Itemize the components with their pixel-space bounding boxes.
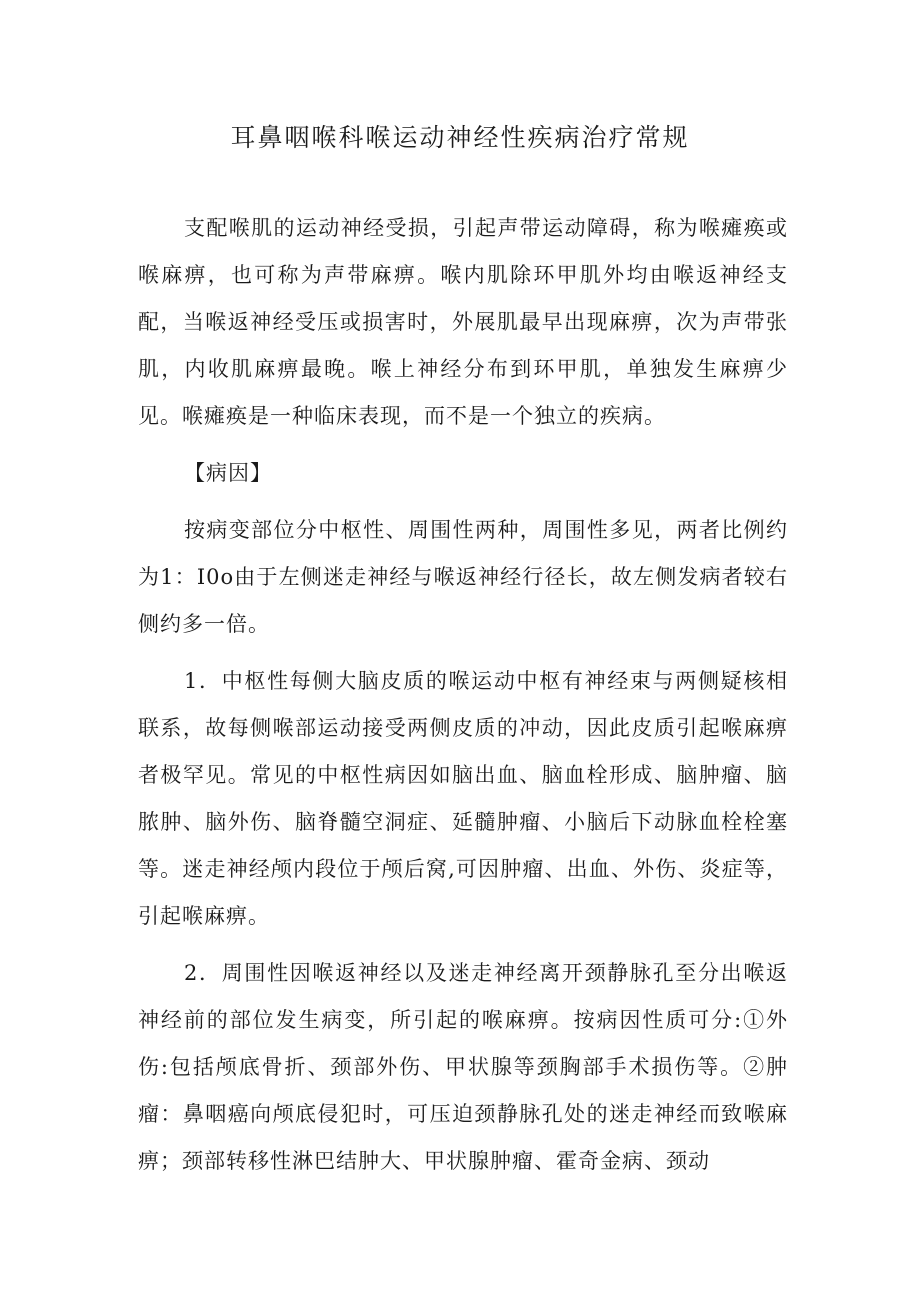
intro-paragraph: 支配喉肌的运动神经受损，引起声带运动障碍，称为喉瘫痪或喉麻痹，也可称为声带麻痹。喉内肌除环甲肌外均由喉返神经支配，当喉返神经受压或损害时，外展肌最早出现麻痹，次为声带张肌，内收肌麻痹最晚。喉上神经分布到环甲肌，单独发生麻痹少见。喉瘫痪是一种临床表现，而不是一个独立的疾病。: [138, 216, 788, 428]
cause-intro-paragraph: 按病变部位分中枢性、周围性两种，周围性多见，两者比例约为1：I0o由于左侧迷走神经与喉返神经行径长，故左侧发病者较右侧约多一倍。: [138, 518, 788, 636]
section-heading-cause: 【病因】: [184, 461, 272, 485]
document-body: [138, 205, 788, 1185]
peripheral-cause-paragraph: 2．周围性因喉返神经以及迷走神经离开颈静脉孔至分出喉返神经前的部位发生病变，所引起的喉麻痹。按病因性质可分:①外伤:包括颅底骨折、颈部外伤、甲状腺等颈胸部手术损伤等。②肿瘤：鼻咽癌向颅底侵犯时，可压迫颈静脉孔处的迷走神经而致喉麻痹；颈部转移性淋巴结肿大、甲状腺肿瘤、霍奇金病、颈动: [138, 961, 788, 1173]
document-title: 耳鼻咽喉科喉运动神经性疾病治疗常规: [230, 123, 690, 152]
central-cause-paragraph: 1．中枢性每侧大脑皮质的喉运动中枢有神经束与两侧疑核相联系，故每侧喉部运动接受两侧皮质的冲动，因此皮质引起喉麻痹者极罕见。常见的中枢性病因如脑出血、脑血栓形成、脑肿瘤、脑脓肿、脑外伤、脑脊髓空洞症、延髓肿瘤、小脑后下动脉血栓栓塞等。迷走神经颅内段位于颅后窝,可因肿瘤、出血、外伤、炎症等，引起喉麻痹。: [138, 669, 788, 928]
